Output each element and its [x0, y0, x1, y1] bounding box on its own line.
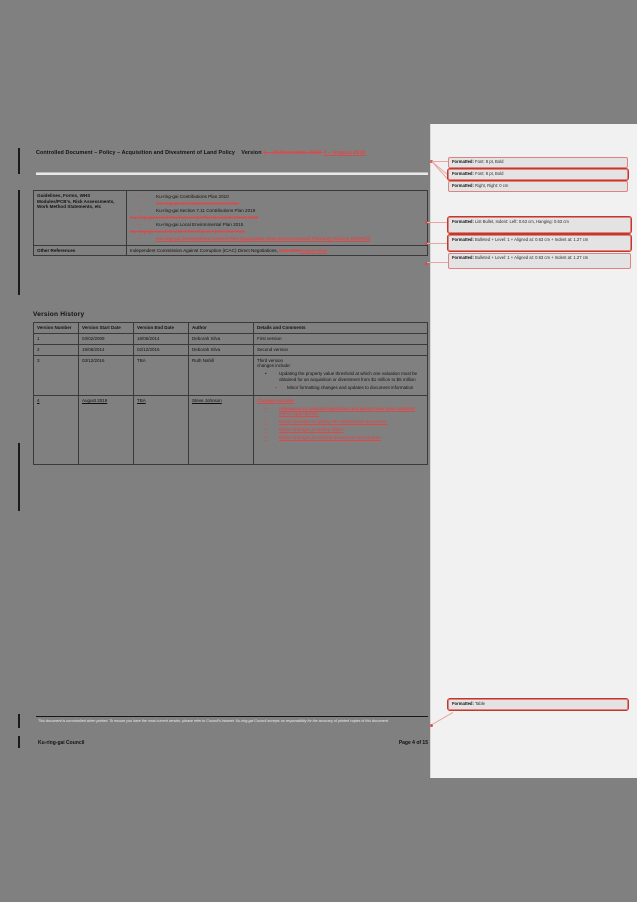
cell-version-number: 3: [34, 355, 79, 395]
comment-anchor-line: [427, 243, 449, 244]
list-item: [257, 385, 424, 391]
list-item-label: references to relevant legislation and policy have been updated where appropriate,: [279, 405, 415, 417]
related-docs-list-3: [130, 236, 424, 242]
footer-page-number: Page 4 of 15: [398, 740, 428, 746]
table-header-row: [34, 323, 428, 334]
balloon-text: Bulleted + Level: 1 + Aligned at: 0.63 cm + Indent at: 1.27 cm: [473, 255, 589, 260]
list-item-label: Updating the property value threshold at which one valuation must be obtained for an acquisition or divestment from $1 million to $5 million: [279, 371, 418, 383]
balloon-prefix: Formatted:: [452, 159, 474, 164]
formatted-balloon[interactable]: [448, 157, 628, 168]
bullet-marker: •: [265, 434, 267, 440]
balloon-prefix: Formatted:: [452, 701, 474, 706]
bullet-marker: •: [138, 221, 140, 227]
list-item-label: minor changes to policy for clarification purposes,: [279, 419, 388, 425]
cell-start-date: 19/06/2014: [79, 344, 134, 355]
header-version-deleted: 1 – 30 November 2016: [263, 150, 322, 156]
list-item-label: Ku-ring-gai Development Control Plan: [156, 201, 240, 207]
list-item: [257, 427, 424, 433]
table-row: [34, 344, 428, 355]
table-row: [34, 333, 428, 344]
column-header-author: Author: [189, 323, 254, 334]
list-item-label: Ku-ring-gai Local Environmental Plan 2015: [156, 221, 244, 227]
balloon-text: Table: [473, 701, 485, 706]
cell-start-date: 03/12/2016: [79, 355, 134, 395]
balloon-text: List Bullet, Indent: Left: 0.63 cm, Hanging: 0.63 cm: [473, 219, 569, 224]
cell-end-date: 18/06/2014: [134, 333, 189, 344]
cell-version-number: 1: [34, 333, 79, 344]
related-docs-label: Guidelines, Forms, WHS Modules/PCB’s, Risk Assessments, Work Method Statements, etc: [34, 191, 127, 246]
deleted-line: Ku-ring-gai Local Environmental Plan (Local Centres) 2012: [130, 214, 259, 220]
cell-author: Ruth Nahill: [189, 355, 254, 395]
bullet-marker: •: [138, 201, 140, 207]
other-references-inserted: August 2018: [299, 247, 327, 253]
other-references-text: Independent Commission Against Corruption (ICAC) Direct Negotiations,: [130, 247, 280, 253]
table-row: [34, 191, 428, 246]
list-item-label: Minor formatting changes and updates to document information: [287, 384, 414, 390]
other-references-deleted: May 2006: [279, 247, 300, 253]
list-item: [130, 194, 424, 200]
table-row: [34, 355, 428, 395]
formatted-balloon[interactable]: [448, 253, 631, 269]
bullet-marker: •: [265, 405, 267, 411]
change-bar-related-docs: [18, 190, 20, 295]
footer-organisation: Ku-ring-gai Council: [38, 740, 85, 746]
cell-details: [254, 395, 428, 464]
cell-version-number: 2: [34, 344, 79, 355]
bullet-marker: •: [265, 371, 267, 377]
balloon-prefix: Formatted:: [452, 171, 474, 176]
document-header: [36, 150, 428, 172]
balloon-prefix: Formatted:: [452, 219, 474, 224]
bullet-marker: •: [265, 427, 267, 433]
list-item-label: Minor changes to policy dates: [279, 427, 344, 433]
related-docs-list-2: [130, 222, 424, 228]
change-bar-version-row: [18, 443, 20, 511]
cell-end-date: 02/12/2016: [134, 344, 189, 355]
version-history-table: [33, 322, 428, 465]
list-item: [130, 208, 424, 214]
column-header-details: Details and Comments: [254, 323, 428, 334]
column-header-version-start-date: Version Start Date: [79, 323, 134, 334]
bullet-marker: •: [138, 194, 140, 200]
balloon-text: Right, Right: 0 cm: [473, 183, 509, 188]
list-item: [257, 406, 424, 418]
balloon-prefix: Formatted:: [452, 255, 474, 260]
cell-version-number: 4: [34, 395, 79, 464]
details-subtitle: changes include:: [257, 363, 291, 369]
list-item: [130, 201, 424, 207]
formatted-balloon[interactable]: [448, 217, 631, 233]
change-bar-footer: [18, 714, 20, 728]
cell-author: Deborah Silva: [189, 333, 254, 344]
version-history-title: Version History: [33, 311, 85, 318]
table-row: [34, 245, 428, 256]
other-references-value: [127, 245, 428, 256]
cell-details: First version: [254, 333, 428, 344]
bullet-marker: ◦: [275, 384, 277, 390]
cell-end-date: TBA: [134, 355, 189, 395]
related-docs-list: [130, 194, 424, 214]
header-divider: [36, 172, 428, 175]
footer-row: [38, 740, 428, 746]
cell-start-date: August 2019: [79, 395, 134, 464]
details-bullet-list: [257, 406, 424, 441]
bullet-marker: •: [138, 235, 140, 241]
cell-start-date: 03/02/2009: [79, 333, 134, 344]
other-references-label: Other References: [34, 245, 127, 256]
header-version-label: Version: [241, 150, 262, 156]
comment-anchor-line: [427, 222, 449, 223]
deleted-line: Ku-ring-gai Local Centres Development Control Plan: [130, 228, 245, 234]
balloon-prefix: Formatted:: [452, 237, 474, 242]
formatted-balloon[interactable]: [448, 235, 631, 251]
bullet-marker: •: [138, 208, 140, 214]
change-bar-footer-row: [18, 736, 20, 748]
list-item: [257, 371, 424, 383]
header-version-inserted: 4 – August 2019: [323, 150, 366, 156]
list-item-label: Ku-ring-gai Section 7.11 Contributions Plan 2019: [156, 208, 256, 214]
formatted-balloon[interactable]: [448, 169, 628, 180]
balloon-text: Bulleted + Level: 1 + Aligned at: 0.63 cm + Indent at: 1.27 cm: [473, 237, 589, 242]
column-header-version-number: Version Number: [34, 323, 79, 334]
balloon-text: Font: 8 pt, Bold: [473, 171, 504, 176]
list-item: [257, 419, 424, 425]
footer-divider: [36, 716, 428, 717]
bullet-marker: •: [265, 419, 267, 425]
column-header-version-end-date: Version End Date: [134, 323, 189, 334]
list-item: [257, 435, 424, 441]
details-title: Changes include:: [257, 397, 295, 403]
formatted-balloon[interactable]: [448, 181, 628, 192]
list-item-label: Ku-ring-gai Development Control Plan (applicable State Environmental Planning Policies (SEPPs)): [156, 235, 371, 241]
list-item: [130, 236, 424, 242]
related-docs-list-cell: [127, 191, 428, 246]
list-item-label: Minor changes to related document information: [279, 434, 382, 440]
cell-details: Second version: [254, 344, 428, 355]
details-bullet-list: [257, 371, 424, 391]
list-item-label: Ku-ring-gai Contributions Plan 2010: [156, 194, 229, 200]
list-item: [130, 222, 424, 228]
balloon-prefix: Formatted:: [452, 183, 474, 188]
footer-disclaimer: This document is uncontrolled when printed. To ensure you have the most current version, please refer to Council’s intranet. Ku-ring-gai Council accepts no responsibility for the accuracy of printed copies of this document.: [38, 719, 389, 723]
header-static-text: Controlled Document – Policy – Acquisition and Divestment of Land Policy: [36, 150, 235, 156]
related-documents-table: [33, 190, 428, 256]
comment-anchor-line: [427, 262, 449, 263]
cell-author: Steve Johnson: [189, 395, 254, 464]
table-row: [34, 395, 428, 464]
formatted-balloon[interactable]: [448, 699, 628, 710]
balloon-text: Font: 8 pt, Bold: [473, 159, 504, 164]
cell-details: [254, 355, 428, 395]
change-bar-header: [18, 148, 20, 174]
details-title: Third version: [257, 357, 284, 363]
cell-end-date: TBA: [134, 395, 189, 464]
cell-author: Deborah Silva: [189, 344, 254, 355]
